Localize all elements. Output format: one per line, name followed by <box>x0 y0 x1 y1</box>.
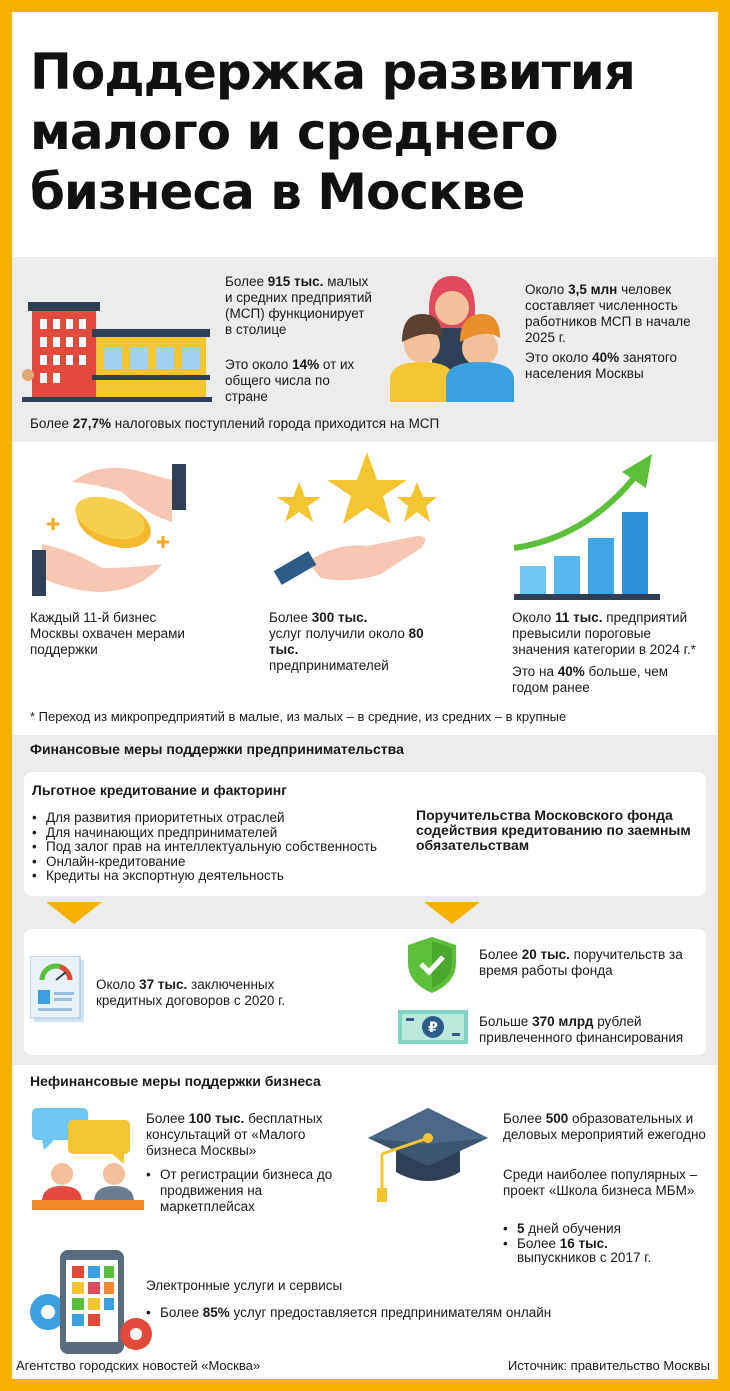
page-title: Поддержка развития малого и среднего бизнеса в Москве <box>30 43 635 221</box>
consultation-icon <box>32 1108 144 1210</box>
infographic-page <box>12 12 718 1379</box>
people-icon <box>384 270 514 402</box>
eservices-title: Электронные услуги и сервисы <box>146 1278 343 1293</box>
building-icon <box>22 297 212 402</box>
credit-document-icon <box>30 956 88 1024</box>
graduation-cap-icon <box>368 1108 488 1208</box>
consultations-list <box>146 1167 346 1215</box>
ruble-banknote-icon <box>398 1010 468 1044</box>
employed-text: Это около 40% занятого населения Москвы <box>525 350 678 381</box>
school-list-item: • Более 16 тыс. выпускников с 2017 г. <box>503 1237 708 1266</box>
financial-heading: Финансовые меры поддержки предпринимательства <box>30 741 404 757</box>
msp-count-text: Более 915 тыс. малых и средних предприятий (МСП) функционирует в столице <box>225 274 372 337</box>
workers-text: Около 3,5 млн человек составляет численность работников МСП в начале 2025 г. <box>525 282 691 345</box>
eservices-list <box>146 1306 706 1321</box>
footnote: * Переход из микропредприятий в малые, из малых – в средние, из средних – в крупные <box>30 709 567 724</box>
school-list <box>503 1222 708 1266</box>
arrow-down-icon <box>424 902 480 924</box>
funding-text: Больше 370 млрд рублей привлеченного финансирования <box>479 1014 684 1045</box>
hands-coin-icon <box>32 452 192 602</box>
eservices-list-item: • Более 85% услуг предоставляется предпринимателям онлайн <box>146 1306 706 1321</box>
footer-agency: Агентство городских новостей «Москва» <box>16 1358 261 1373</box>
credit-list <box>32 811 412 884</box>
contracts-text: Около 37 тыс. заключенных кредитных договоров с 2020 г. <box>96 977 286 1008</box>
credit-list-item: • Под залог прав на интеллектуальную собственность <box>32 840 412 855</box>
hand-stars-icon <box>267 452 437 602</box>
every-11th-text: Каждый 11-й бизнес Москвы охвачен мерами поддержки <box>30 610 185 657</box>
guarantees-text: Более 20 тыс. поручительств за время работы фонда <box>479 947 683 978</box>
credit-card-title: Льготное кредитование и факторинг <box>32 782 288 798</box>
events-text: Более 500 образовательных и деловых мероприятий ежегодно <box>503 1111 706 1142</box>
consultations-list-item: • От регистрации бизнеса до продвижения на маркетплейсах <box>146 1167 346 1215</box>
footer-source: Источник: правительство Москвы <box>507 1358 710 1373</box>
threshold-text: Около 11 тыс. предприятий превысили пороговые значения категории в 2024 г.* <box>512 610 696 657</box>
shield-check-icon <box>408 937 456 993</box>
phone-gears-icon <box>26 1250 156 1354</box>
tax-share-text: Более 27,7% налоговых поступлений города приходится на МСП <box>30 416 440 431</box>
popular-project-text: Среди наиболее популярных – проект «Школа бизнеса МБМ» <box>503 1167 698 1198</box>
msp-share-text: Это около 14% от их общего числа по стране <box>225 357 355 404</box>
guarantee-title: Поручительства Московского фонда содействия кредитованию по заемным обязательствам <box>416 807 691 853</box>
school-list-item: • 5 дней обучения <box>503 1222 708 1237</box>
credit-list-item: • Онлайн-кредитование <box>32 855 412 870</box>
consultations-text: Более 100 тыс. бесплатных консультаций от «Малого бизнеса Москвы» <box>146 1111 323 1158</box>
nonfinancial-heading: Нефинансовые меры поддержки бизнеса <box>30 1073 321 1089</box>
more-than-last-year-text: Это на 40% больше, чем годом ранее <box>512 664 669 695</box>
services-text: Более 300 тыс. услуг получили около 80 тыс. предпринимателей <box>269 610 424 673</box>
credit-list-item: • Для начинающих предпринимателей <box>32 826 412 841</box>
credit-list-item: • Для развития приоритетных отраслей <box>32 811 412 826</box>
arrow-down-icon <box>46 902 102 924</box>
growth-chart-icon <box>510 452 670 602</box>
svg-text:₽: ₽ <box>428 1020 438 1036</box>
credit-list-item: • Кредиты на экспортную деятельность <box>32 869 412 884</box>
